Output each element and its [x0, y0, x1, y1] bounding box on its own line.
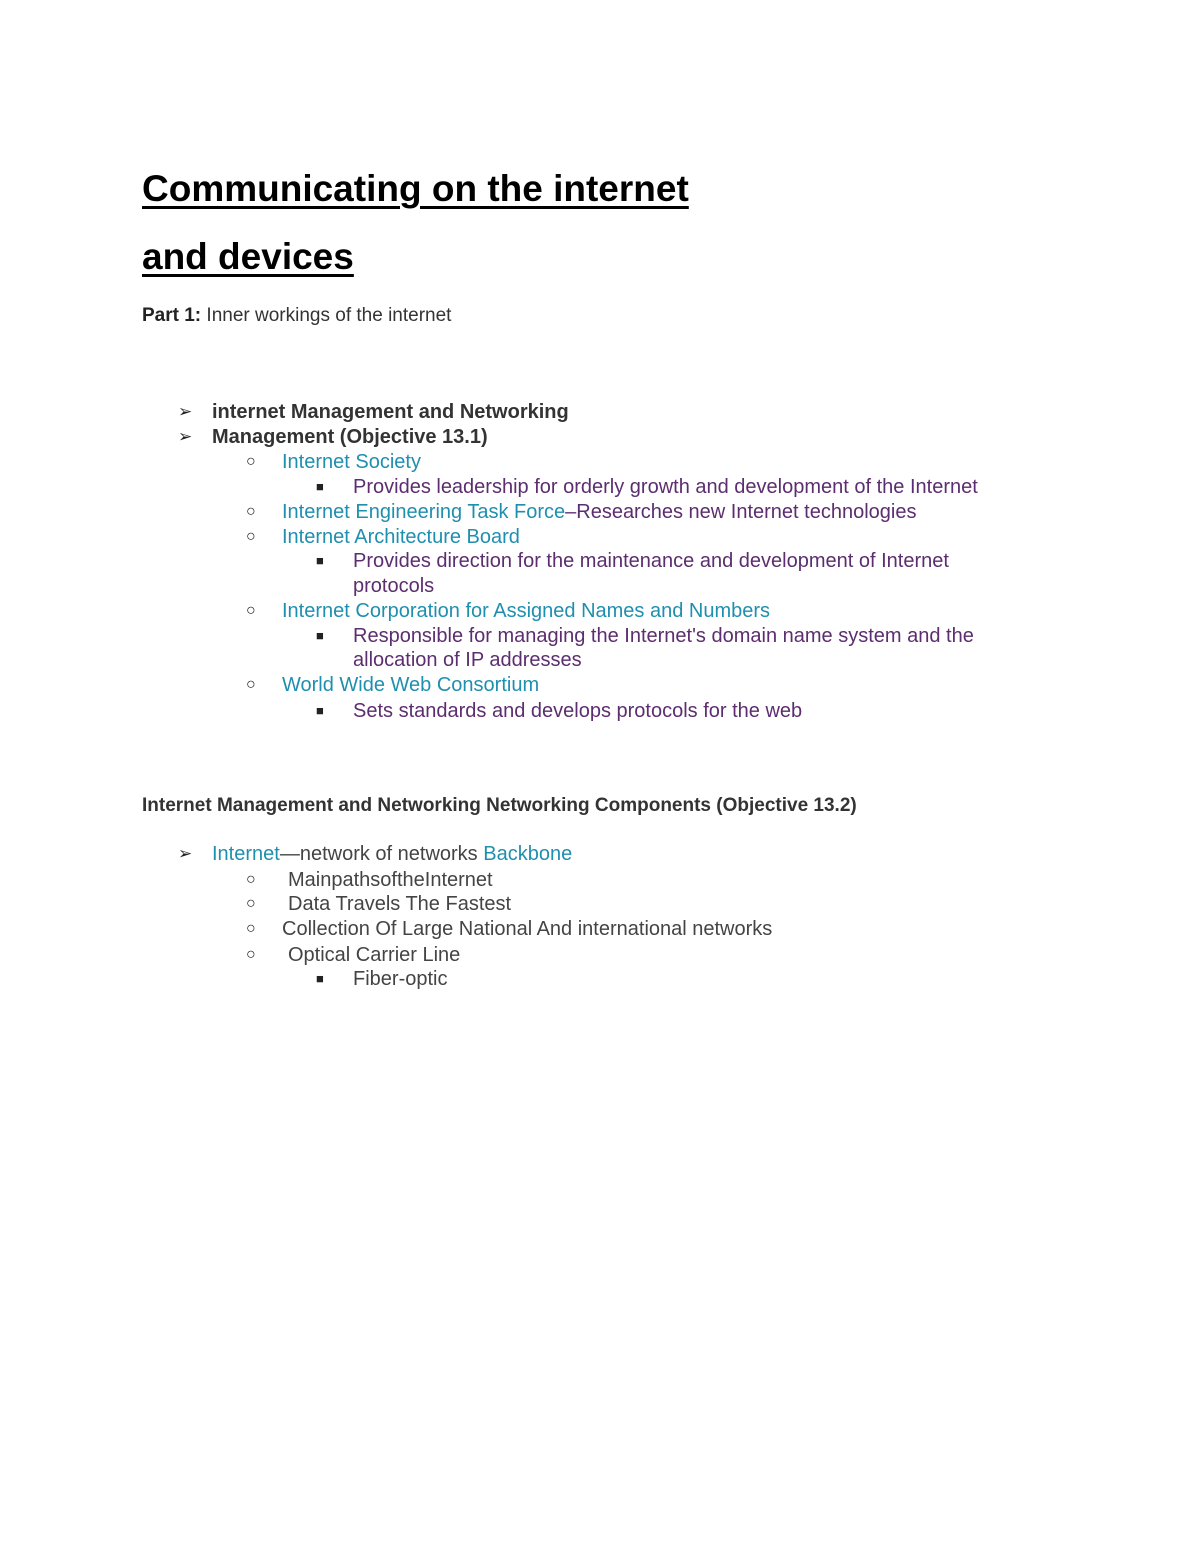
- list-item: [282, 500, 916, 524]
- list-item: internet Management and Networking: [212, 401, 569, 423]
- circle-bullet-icon: ○: [246, 946, 256, 963]
- list-item: Fiber-optic: [353, 968, 448, 990]
- list-item: MainpathsoftheInternet: [288, 869, 493, 891]
- org-ietf: Internet Engineering Task Force: [282, 501, 566, 523]
- circle-bullet-icon: ○: [246, 871, 256, 888]
- org-icann: Internet Corporation for Assigned Names and Numbers: [282, 600, 771, 622]
- arrow-bullet-icon: ➢: [178, 427, 193, 446]
- circle-bullet-icon: ○: [246, 676, 256, 693]
- circle-bullet-icon: ○: [246, 895, 256, 912]
- title-line-2: and devices: [142, 236, 354, 277]
- circle-bullet-icon: ○: [246, 503, 256, 520]
- square-bullet-icon: ■: [316, 703, 324, 718]
- circle-bullet-icon: ○: [246, 453, 256, 470]
- list-item: Data Travels The Fastest: [288, 893, 512, 915]
- term-internet: Internet: [212, 843, 280, 865]
- circle-bullet-icon: ○: [246, 528, 256, 545]
- circle-bullet-icon: ○: [246, 602, 256, 619]
- org-detail: Provides direction for the maintenance and development of Internet: [353, 550, 949, 572]
- arrow-bullet-icon: ➢: [178, 844, 193, 863]
- part-heading: [142, 304, 451, 328]
- circle-bullet-icon: ○: [246, 920, 256, 937]
- section-heading: Internet Management and Networking Networking Components (Objective 13.2): [142, 795, 857, 816]
- list-item: Optical Carrier Line: [288, 944, 461, 966]
- org-detail-continued: allocation of IP addresses: [353, 649, 582, 671]
- org-internet-society: Internet Society: [282, 451, 421, 473]
- title-line-1: Communicating on the internet: [142, 168, 689, 209]
- term-backbone: Backbone: [483, 843, 573, 865]
- org-detail: Responsible for managing the Internet's domain name system and the: [353, 625, 974, 647]
- square-bullet-icon: ■: [316, 971, 324, 986]
- list-item: Management (Objective 13.1): [212, 426, 488, 448]
- list-item: [212, 842, 572, 866]
- org-detail: –Researches new Internet technologies: [565, 501, 917, 523]
- square-bullet-icon: ■: [316, 553, 324, 568]
- square-bullet-icon: ■: [316, 479, 324, 494]
- org-iab: Internet Architecture Board: [282, 526, 520, 548]
- org-detail: Provides leadership for orderly growth and development of the Internet: [353, 476, 978, 498]
- part-label: Part 1:: [142, 305, 202, 326]
- org-detail-continued: protocols: [353, 575, 435, 597]
- square-bullet-icon: ■: [316, 628, 324, 643]
- org-detail: Sets standards and develops protocols for the web: [353, 700, 803, 722]
- term-definition: —network of networks: [279, 843, 484, 865]
- list-item: Collection Of Large National And international networks: [282, 918, 773, 940]
- part-text: Inner workings of the internet: [206, 305, 452, 326]
- arrow-bullet-icon: ➢: [178, 402, 193, 421]
- org-w3c: World Wide Web Consortium: [282, 674, 540, 696]
